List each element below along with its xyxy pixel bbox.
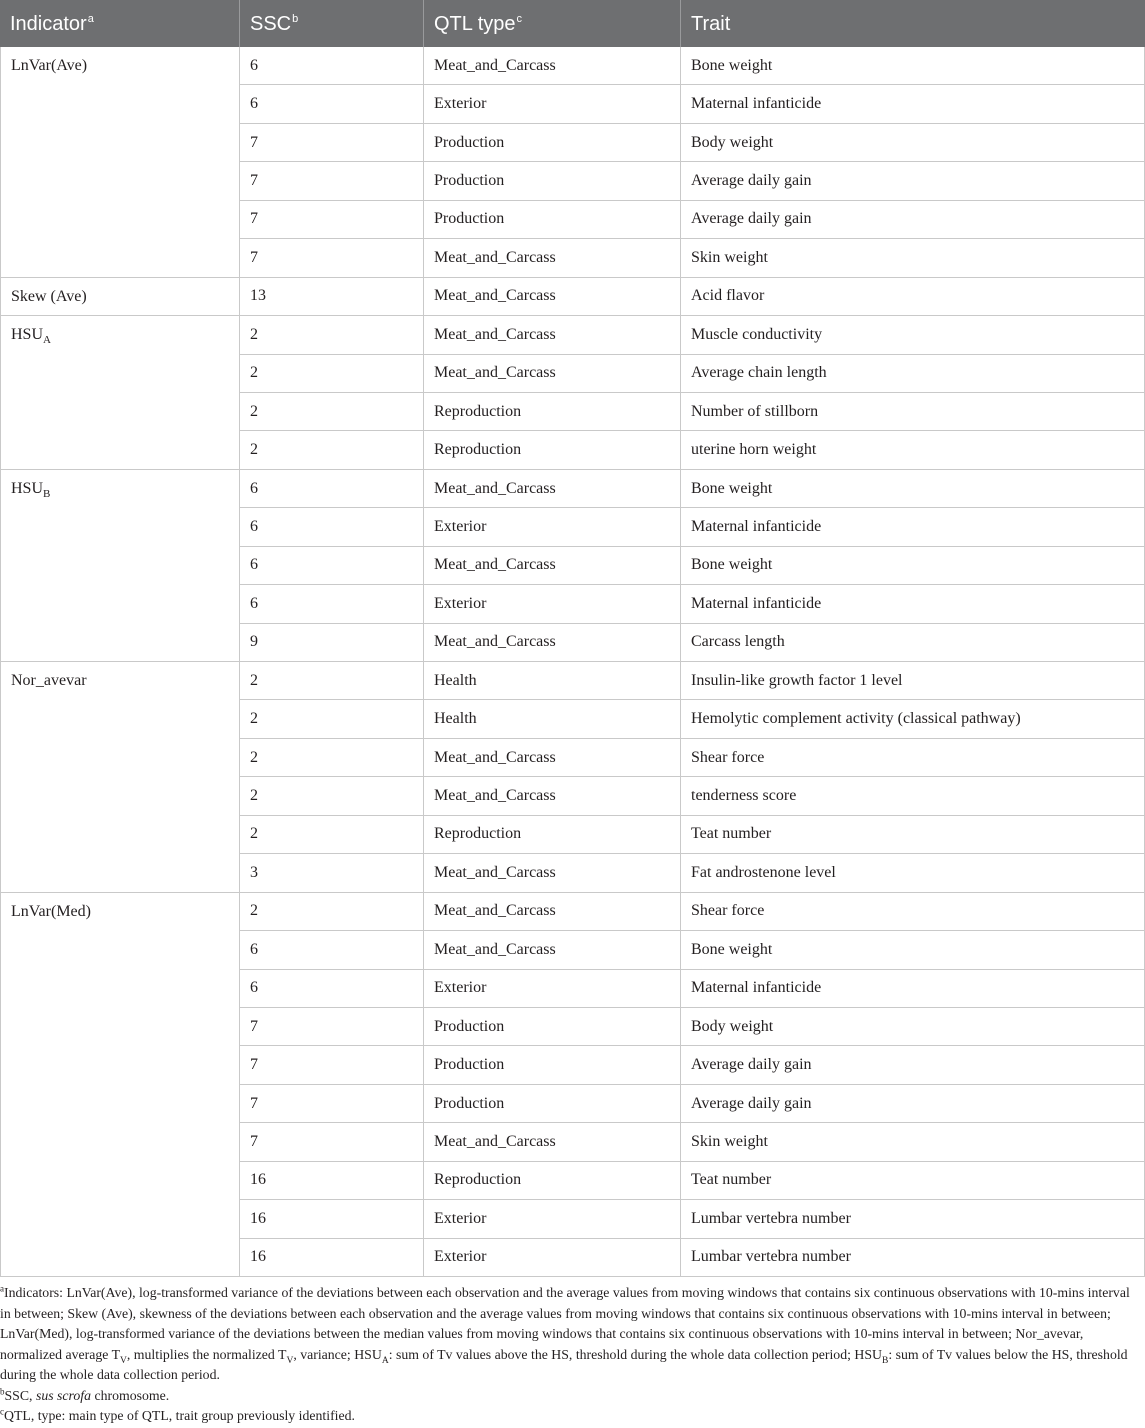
footnote-text: chromosome.	[91, 1387, 170, 1403]
qtl-type-cell: Meat_and_Carcass	[424, 931, 681, 969]
qtl-type-cell: Meat_and_Carcass	[424, 1123, 681, 1161]
trait-cell: Shear force	[681, 893, 1145, 931]
qtl-type-cell: Meat_and_Carcass	[424, 278, 681, 316]
indicator-label: LnVar(Ave)	[11, 57, 88, 74]
qtl-type-cell: Exterior	[424, 508, 681, 546]
indicator-cell	[0, 893, 240, 1277]
trait-cell: Lumbar vertebra number	[681, 1200, 1145, 1238]
footnote-c	[0, 1406, 1143, 1427]
column-header-label: Indicator	[10, 12, 87, 35]
indicator-label: Nor_avevar	[11, 672, 87, 689]
qtl-type-cell: Reproduction	[424, 393, 681, 431]
footnote-text: : sum of Tv values below the HS, threshold during the whole data collection period.	[0, 1346, 1128, 1382]
footnote-subscript: V	[286, 1355, 294, 1366]
indicator-label: HSU	[11, 326, 44, 344]
indicator-text	[11, 479, 50, 499]
indicator-label: HSU	[11, 479, 44, 497]
trait-cell: Shear force	[681, 739, 1145, 777]
qtl-type-cell: Meat_and_Carcass	[424, 470, 681, 508]
qtl-type-cell: Meat_and_Carcass	[424, 893, 681, 931]
indicator-text	[11, 902, 91, 922]
ssc-cell: 7	[240, 201, 424, 239]
footnote-text: : sum of Tv values above the HS, threshold during the whole data collection period; HSU	[388, 1346, 882, 1362]
column-header-label: SSC	[250, 12, 292, 35]
trait-cell: Teat number	[681, 1162, 1145, 1200]
indicator-label: Skew (Ave)	[11, 287, 87, 305]
trait-cell: uterine horn weight	[681, 431, 1145, 469]
trait-cell: Average daily gain	[681, 1046, 1145, 1084]
ssc-cell: 6	[240, 47, 424, 85]
column-header-text	[691, 12, 730, 36]
ssc-cell: 2	[240, 700, 424, 738]
qtl-type-cell: Meat_and_Carcass	[424, 739, 681, 777]
column-header-text	[250, 12, 298, 36]
ssc-cell: 3	[240, 854, 424, 892]
ssc-cell: 2	[240, 393, 424, 431]
qtl-type-cell: Production	[424, 162, 681, 200]
trait-cell: Teat number	[681, 816, 1145, 854]
footnote-marker: a	[87, 12, 94, 25]
ssc-cell: 2	[240, 816, 424, 854]
indicator-text	[11, 287, 87, 307]
trait-cell: Insulin-like growth factor 1 level	[681, 662, 1145, 700]
qtl-type-cell: Reproduction	[424, 1162, 681, 1200]
indicator-text	[11, 671, 87, 691]
footnote-b	[0, 1386, 1143, 1407]
column-header-indicator	[0, 0, 240, 47]
qtl-type-cell: Health	[424, 700, 681, 738]
footnote-text: QTL, type: main type of QTL, trait group previously identified.	[4, 1408, 355, 1423]
footnote-marker: a	[0, 1283, 4, 1294]
footnote-marker: b	[292, 12, 299, 25]
trait-cell: Fat androstenone level	[681, 854, 1145, 892]
column-header-qtl-type	[424, 0, 681, 47]
qtl-type-cell: Production	[424, 201, 681, 239]
indicator-cell	[0, 278, 240, 316]
qtl-type-cell: Reproduction	[424, 431, 681, 469]
footnote-text: , variance; HSU	[293, 1346, 382, 1362]
indicator-subscript: B	[43, 488, 51, 500]
trait-cell: Skin weight	[681, 239, 1145, 277]
ssc-cell: 16	[240, 1162, 424, 1200]
column-header-label: QTL type	[434, 12, 516, 35]
column-header-text	[434, 12, 522, 36]
qtl-type-cell: Production	[424, 1046, 681, 1084]
trait-cell: Bone weight	[681, 931, 1145, 969]
trait-cell: Average daily gain	[681, 162, 1145, 200]
ssc-cell: 6	[240, 470, 424, 508]
ssc-cell: 7	[240, 124, 424, 162]
ssc-cell: 2	[240, 355, 424, 393]
trait-cell: Body weight	[681, 124, 1145, 162]
indicator-cell	[0, 47, 240, 278]
ssc-cell: 6	[240, 970, 424, 1008]
trait-cell: Maternal infanticide	[681, 508, 1145, 546]
trait-cell: Acid flavor	[681, 278, 1145, 316]
qtl-type-cell: Health	[424, 662, 681, 700]
ssc-cell: 13	[240, 278, 424, 316]
ssc-cell: 7	[240, 1123, 424, 1161]
ssc-cell: 2	[240, 777, 424, 815]
column-header-ssc	[240, 0, 424, 47]
trait-cell: Number of stillborn	[681, 393, 1145, 431]
trait-cell: Muscle conductivity	[681, 316, 1145, 354]
ssc-cell: 6	[240, 931, 424, 969]
ssc-cell: 2	[240, 893, 424, 931]
column-header-label: Trait	[691, 12, 731, 35]
qtl-type-cell: Exterior	[424, 585, 681, 623]
qtl-type-cell: Meat_and_Carcass	[424, 624, 681, 662]
trait-cell: Maternal infanticide	[681, 85, 1145, 123]
ssc-cell: 6	[240, 508, 424, 546]
trait-cell: Hemolytic complement activity (classical pathway)	[681, 700, 1145, 738]
ssc-cell: 6	[240, 585, 424, 623]
footnote-text: Indicators: LnVar(Ave), log-transformed variance of the deviations between each observation and the average values from moving windows that contains six continuous observations with 10-mins interval in between; Skew (Ave), skewness of the deviations between each observation and the average values from moving windows that contains six continuous observations with 10-mins interval in between; LnVar(Med), log-transformed variance of the deviations between the median values from moving windows that contains six continuous observations with 10-mins interval in between; Nor_avevar, normalized average T	[0, 1285, 1130, 1362]
qtl-type-cell: Meat_and_Carcass	[424, 47, 681, 85]
ssc-cell: 16	[240, 1200, 424, 1238]
column-header-trait	[681, 0, 1145, 47]
qtl-type-cell: Exterior	[424, 970, 681, 1008]
trait-cell: Lumbar vertebra number	[681, 1239, 1145, 1277]
trait-cell: Bone weight	[681, 470, 1145, 508]
footnote-subscript: V	[120, 1355, 127, 1366]
ssc-cell: 2	[240, 662, 424, 700]
qtl-type-cell: Meat_and_Carcass	[424, 777, 681, 815]
qtl-type-cell: Exterior	[424, 1239, 681, 1277]
footnote-subscript: B	[881, 1355, 889, 1366]
trait-cell: Average daily gain	[681, 201, 1145, 239]
qtl-type-cell: Meat_and_Carcass	[424, 316, 681, 354]
qtl-type-cell: Exterior	[424, 1200, 681, 1238]
ssc-cell: 6	[240, 85, 424, 123]
ssc-cell: 2	[240, 431, 424, 469]
ssc-cell: 16	[240, 1239, 424, 1277]
qtl-type-cell: Meat_and_Carcass	[424, 355, 681, 393]
ssc-cell: 7	[240, 1008, 424, 1046]
indicator-cell	[0, 470, 240, 662]
qtl-type-cell: Reproduction	[424, 816, 681, 854]
trait-cell: Maternal infanticide	[681, 970, 1145, 1008]
ssc-cell: 7	[240, 239, 424, 277]
indicator-subscript: A	[43, 334, 51, 347]
qtl-type-cell: Meat_and_Carcass	[424, 854, 681, 892]
indicator-text	[11, 56, 87, 76]
qtl-type-cell: Production	[424, 1085, 681, 1123]
ssc-cell: 7	[240, 162, 424, 200]
column-header-text	[10, 12, 94, 36]
qtl-type-cell: Production	[424, 1008, 681, 1046]
qtl-type-cell: Meat_and_Carcass	[424, 239, 681, 277]
trait-cell: Body weight	[681, 1008, 1145, 1046]
ssc-cell: 7	[240, 1046, 424, 1084]
indicator-label: LnVar(Med)	[11, 902, 91, 920]
trait-cell: Average daily gain	[681, 1085, 1145, 1123]
qtl-type-cell: Meat_and_Carcass	[424, 547, 681, 585]
footnote-a	[0, 1283, 1143, 1386]
trait-cell: Skin weight	[681, 1123, 1145, 1161]
trait-cell: Bone weight	[681, 47, 1145, 85]
ssc-cell: 9	[240, 624, 424, 662]
footnote-text: , multiplies the normalized T	[126, 1346, 287, 1362]
ssc-cell: 2	[240, 739, 424, 777]
trait-cell: Maternal infanticide	[681, 585, 1145, 623]
footnote-italic: sus scrofa	[35, 1387, 92, 1403]
qtl-type-cell: Exterior	[424, 85, 681, 123]
indicator-cell	[0, 316, 240, 470]
table-footnotes	[0, 1283, 1143, 1427]
ssc-cell: 6	[240, 547, 424, 585]
trait-cell: tenderness score	[681, 777, 1145, 815]
trait-cell: Bone weight	[681, 547, 1145, 585]
ssc-cell: 2	[240, 316, 424, 354]
footnote-marker: c	[0, 1406, 4, 1417]
footnote-marker: b	[0, 1385, 5, 1396]
footnote-text: SSC,	[4, 1387, 36, 1403]
indicator-text	[11, 325, 51, 345]
indicator-cell	[0, 662, 240, 893]
qtl-type-cell: Production	[424, 124, 681, 162]
ssc-cell: 7	[240, 1085, 424, 1123]
footnote-marker: c	[516, 12, 523, 25]
footnote-subscript: A	[381, 1355, 389, 1366]
trait-cell: Carcass length	[681, 624, 1145, 662]
trait-cell: Average chain length	[681, 355, 1145, 393]
